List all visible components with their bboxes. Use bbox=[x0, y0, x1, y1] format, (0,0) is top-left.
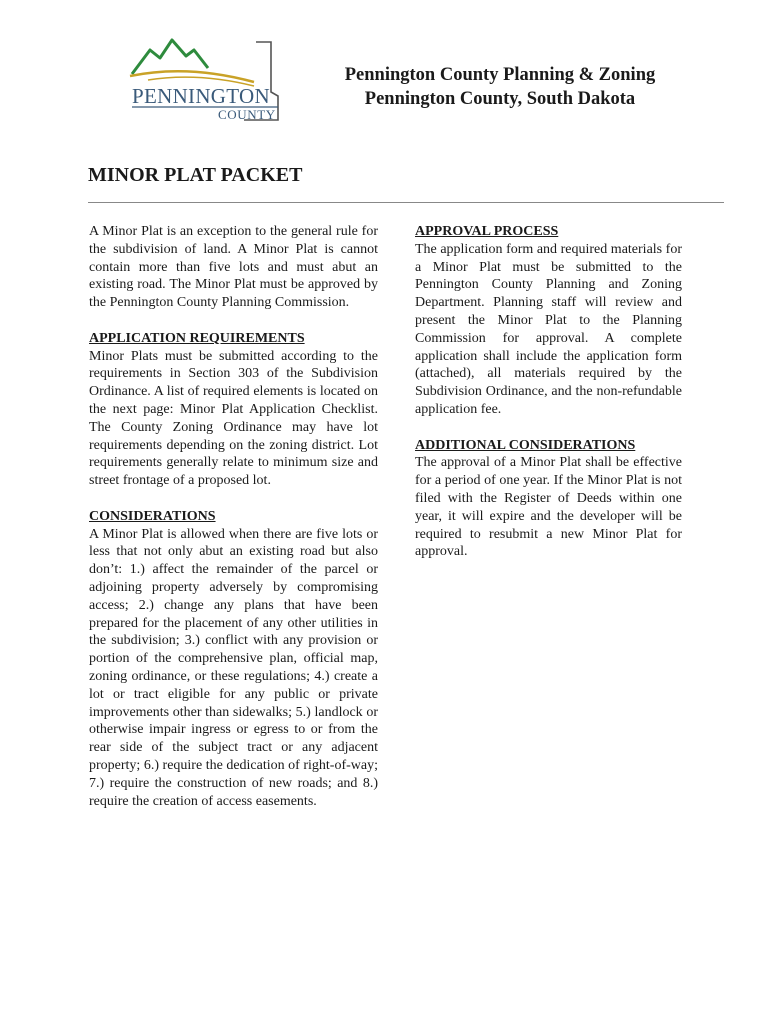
document-title: MINOR PLAT PACKET bbox=[88, 164, 303, 186]
logo-text-top: PENNINGTON bbox=[132, 84, 270, 108]
right-column bbox=[415, 223, 682, 579]
considerations-section bbox=[89, 508, 378, 811]
organization-heading bbox=[300, 63, 700, 111]
org-name: Pennington County Planning & Zoning bbox=[344, 65, 656, 85]
intro-paragraph: A Minor Plat is an exception to the general rule for the subdivision of land. A Minor Plat is cannot contain more than five lots and must abut an existing road. The Minor Plat must be approved by the Pennington County Planning Commission. bbox=[89, 224, 378, 311]
section-body: A Minor Plat is allowed when there are five lots or less that not only abut an existing road but also don’t: 1.) affect the remainder of the parcel or adjoining property adversely by compromising access; 2.) change any plans that have been prepared for the placement of any other utilities in the subdivision; 3.) conflict with any provision or portion of the comprehensive plan, official map, zoning ordinance, or these regulations; 4.) create a lot or tract eligible for any public or private improvements other than sidewalks; 5.) landlock or otherwise impair ingress or egress to or from the rear side of the subject tract or any adjacent property; 6.) require the dedication of right-of-way; 7.) require the construction of new roads; and 8.) require the creation of access easements. bbox=[89, 526, 378, 809]
section-body: The application form and required materials for a Minor Plat must be submitted to the Pennington County Planning and Zoning Department. Planning staff will review and present the Minor Plat to the Planning Commission for approval. A complete application shall include the application form (attached), all materials required by the Subdivision Ordinance, and the non-refundable application fee. bbox=[415, 241, 682, 417]
pennington-county-logo bbox=[128, 36, 286, 124]
section-heading: CONSIDERATIONS bbox=[89, 508, 216, 524]
logo-text-bottom: COUNTY bbox=[218, 107, 276, 122]
section-heading: APPLICATION REQUIREMENTS bbox=[89, 330, 305, 346]
intro-section bbox=[89, 223, 378, 312]
left-column bbox=[89, 223, 378, 828]
section-body: Minor Plats must be submitted according to the requirements in Section 303 of the Subdivision Ordinance. A list of required elements is located on the next page: Minor Plat Application Checklist. The County Zoning Ordinance may have lot requirements depending on the zoning district. Lot requirements generally relate to minimum size and street frontage of a proposed lot. bbox=[89, 348, 378, 489]
org-location: Pennington County, South Dakota bbox=[364, 89, 636, 109]
section-body: The approval of a Minor Plat shall be effective for a period of one year. If the Minor Plat is not filed with the Register of Deeds within one year, it will expire and the developer will be required to resubmit a new Minor Plat for approval. bbox=[415, 455, 682, 560]
approval-process-section bbox=[415, 223, 682, 419]
mountain-icon bbox=[132, 40, 208, 74]
section-heading: APPROVAL PROCESS bbox=[415, 224, 559, 239]
title-divider bbox=[88, 202, 724, 203]
additional-considerations-section bbox=[415, 437, 682, 562]
application-requirements-section bbox=[89, 330, 378, 490]
section-heading: ADDITIONAL CONSIDERATIONS bbox=[415, 437, 636, 453]
